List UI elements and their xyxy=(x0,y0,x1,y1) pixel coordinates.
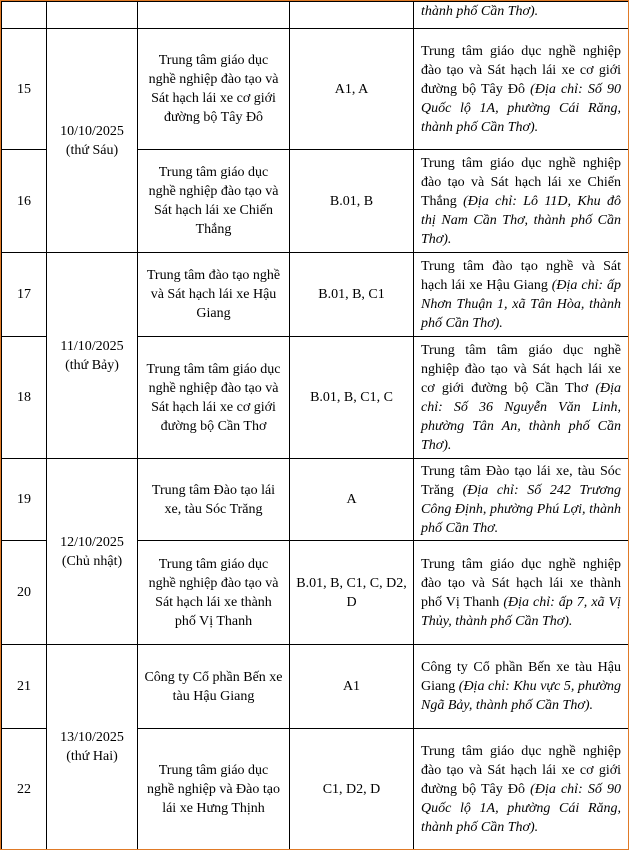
location-name: Trung tâm đào tạo nghề và Sát hạch lái xe Hậu Giang xyxy=(421,258,621,293)
location-cell xyxy=(414,150,629,253)
weekday-text: (thứ Sáu) xyxy=(65,142,119,158)
unit-cell: Trung tâm đào tạo nghề và Sát hạch lái xe Hậu Giang xyxy=(138,253,290,337)
unit-cell: Trung tâm Đào tạo lái xe, tàu Sóc Trăng xyxy=(138,459,290,541)
table-row xyxy=(2,29,629,150)
weekday-text: (thứ Bảy) xyxy=(65,357,119,373)
location-address: (Địa chỉ: ấp 7, xã Vị Thủy, thành phố Cần Thơ). xyxy=(421,594,621,629)
location-name: Công ty Cổ phần Bến xe tàu Hậu Giang xyxy=(421,660,621,694)
location-address: (Địa chỉ: Khu vực 5, phường Ngã Bảy, thành phố Cần Thơ). xyxy=(421,679,622,713)
location-cell xyxy=(414,459,629,541)
date-cell xyxy=(47,29,138,253)
location-cell xyxy=(414,645,629,729)
location-name: Trung tâm giáo dục nghề nghiệp đào tạo và Sát hạch lái xe cơ giới đường bộ Tây Đô xyxy=(421,743,621,797)
class-cell: B.01, B xyxy=(290,150,414,253)
unit-cell: Trung tâm giáo dục nghề nghiệp đào tạo và Sát hạch lái xe cơ giới đường bộ Tây Đô xyxy=(138,29,290,150)
weekday-text: (Chủ nhật) xyxy=(61,553,123,569)
class-cell: B.01, B, C1 xyxy=(290,253,414,337)
date-cell xyxy=(47,459,138,645)
date-text: 10/10/2025 xyxy=(60,123,124,139)
location-address: thành phố Cần Thơ). xyxy=(421,4,539,19)
table-row xyxy=(2,459,629,541)
location-address: (Địa chỉ: Số 90 Quốc lộ 1A, phường Cái Răng, thành phố Cần Thơ). xyxy=(421,781,622,835)
location-cell-continuation xyxy=(414,2,629,29)
location-cell xyxy=(414,29,629,150)
schedule-table xyxy=(1,1,629,850)
row-number: 18 xyxy=(2,337,47,459)
location-address: (Địa chỉ: Lô 11D, Khu đô thị Nam Cần Thơ, thành phố Cần Thơ). xyxy=(421,193,622,247)
location-cell xyxy=(414,253,629,337)
date-text: 13/10/2025 xyxy=(60,730,124,745)
row-number: 16 xyxy=(2,150,47,253)
location-address: (Địa chỉ: Số 242 Trương Công Định, phường Phú Lợi, thành phố Cần Thơ. xyxy=(421,482,622,536)
location-address: (Địa chỉ: ấp Nhơn Thuận 1, xã Tân Hòa, thành phố Cần Thơ). xyxy=(421,277,621,331)
row-number: 22 xyxy=(2,729,47,850)
location-cell xyxy=(414,729,629,850)
row-number: 15 xyxy=(2,29,47,150)
row-number: 21 xyxy=(2,645,47,729)
row-number: 20 xyxy=(2,541,47,645)
date-cell xyxy=(47,253,138,459)
unit-cell-empty xyxy=(138,2,290,29)
table-row xyxy=(2,645,629,729)
location-name: Trung tâm giáo dục nghề nghiệp đào tạo và Sát hạch lái xe thành phố Vị Thanh xyxy=(421,556,621,610)
location-address: (Địa chỉ: Số 36 Nguyễn Văn Linh, phường Tân An, thành phố Cần Thơ). xyxy=(421,380,622,453)
location-name: Trung tâm giáo dục nghề nghiệp đào tạo và Sát hạch lái xe Chiến Thắng xyxy=(421,155,621,209)
location-name: Trung tâm Đào tạo lái xe, tàu Sóc Trăng xyxy=(421,463,621,498)
location-cell xyxy=(414,541,629,645)
unit-cell: Trung tâm tâm giáo dục nghề nghiệp đào tạo và Sát hạch lái xe cơ giới đường bộ Cần Thơ xyxy=(138,337,290,459)
location-name: Trung tâm tâm giáo dục nghề nghiệp đào tạo và Sát hạch lái xe cơ giới đường bộ Cần Thơ xyxy=(421,342,621,396)
class-cell: C1, D2, D xyxy=(290,729,414,850)
location-address: (Địa chỉ: Số 90 Quốc lộ 1A, phường Cái Răng, thành phố Cần Thơ). xyxy=(421,81,622,135)
row-number: 17 xyxy=(2,253,47,337)
class-cell: A1 xyxy=(290,645,414,729)
location-cell xyxy=(414,337,629,459)
date-cell xyxy=(47,645,138,850)
table-row-continuation xyxy=(2,2,629,29)
class-cell: B.01, B, C1, C xyxy=(290,337,414,459)
class-cell: A1, A xyxy=(290,29,414,150)
row-number: 19 xyxy=(2,459,47,541)
unit-cell: Trung tâm giáo dục nghề nghiệp đào tạo và Sát hạch lái xe Chiến Thắng xyxy=(138,150,290,253)
unit-cell: Công ty Cổ phần Bến xe tàu Hậu Giang xyxy=(138,645,290,729)
class-cell: A xyxy=(290,459,414,541)
date-cell-empty xyxy=(47,2,138,29)
num-cell-empty xyxy=(2,2,47,29)
table-row xyxy=(2,253,629,337)
unit-cell: Trung tâm giáo dục nghề nghiệp đào tạo và Sát hạch lái xe thành phố Vị Thanh xyxy=(138,541,290,645)
class-cell: B.01, B, C1, C, D2, D xyxy=(290,541,414,645)
date-text: 12/10/2025 xyxy=(60,534,124,550)
location-name: Trung tâm giáo dục nghề nghiệp đào tạo và Sát hạch lái xe cơ giới đường bộ Tây Đô xyxy=(421,43,621,97)
date-text: 11/10/2025 xyxy=(60,338,124,354)
class-cell-empty xyxy=(290,2,414,29)
weekday-text: (thứ Hai) xyxy=(66,749,118,764)
unit-cell: Trung tâm giáo dục nghề nghiệp và Đào tạo lái xe Hưng Thịnh xyxy=(138,729,290,850)
